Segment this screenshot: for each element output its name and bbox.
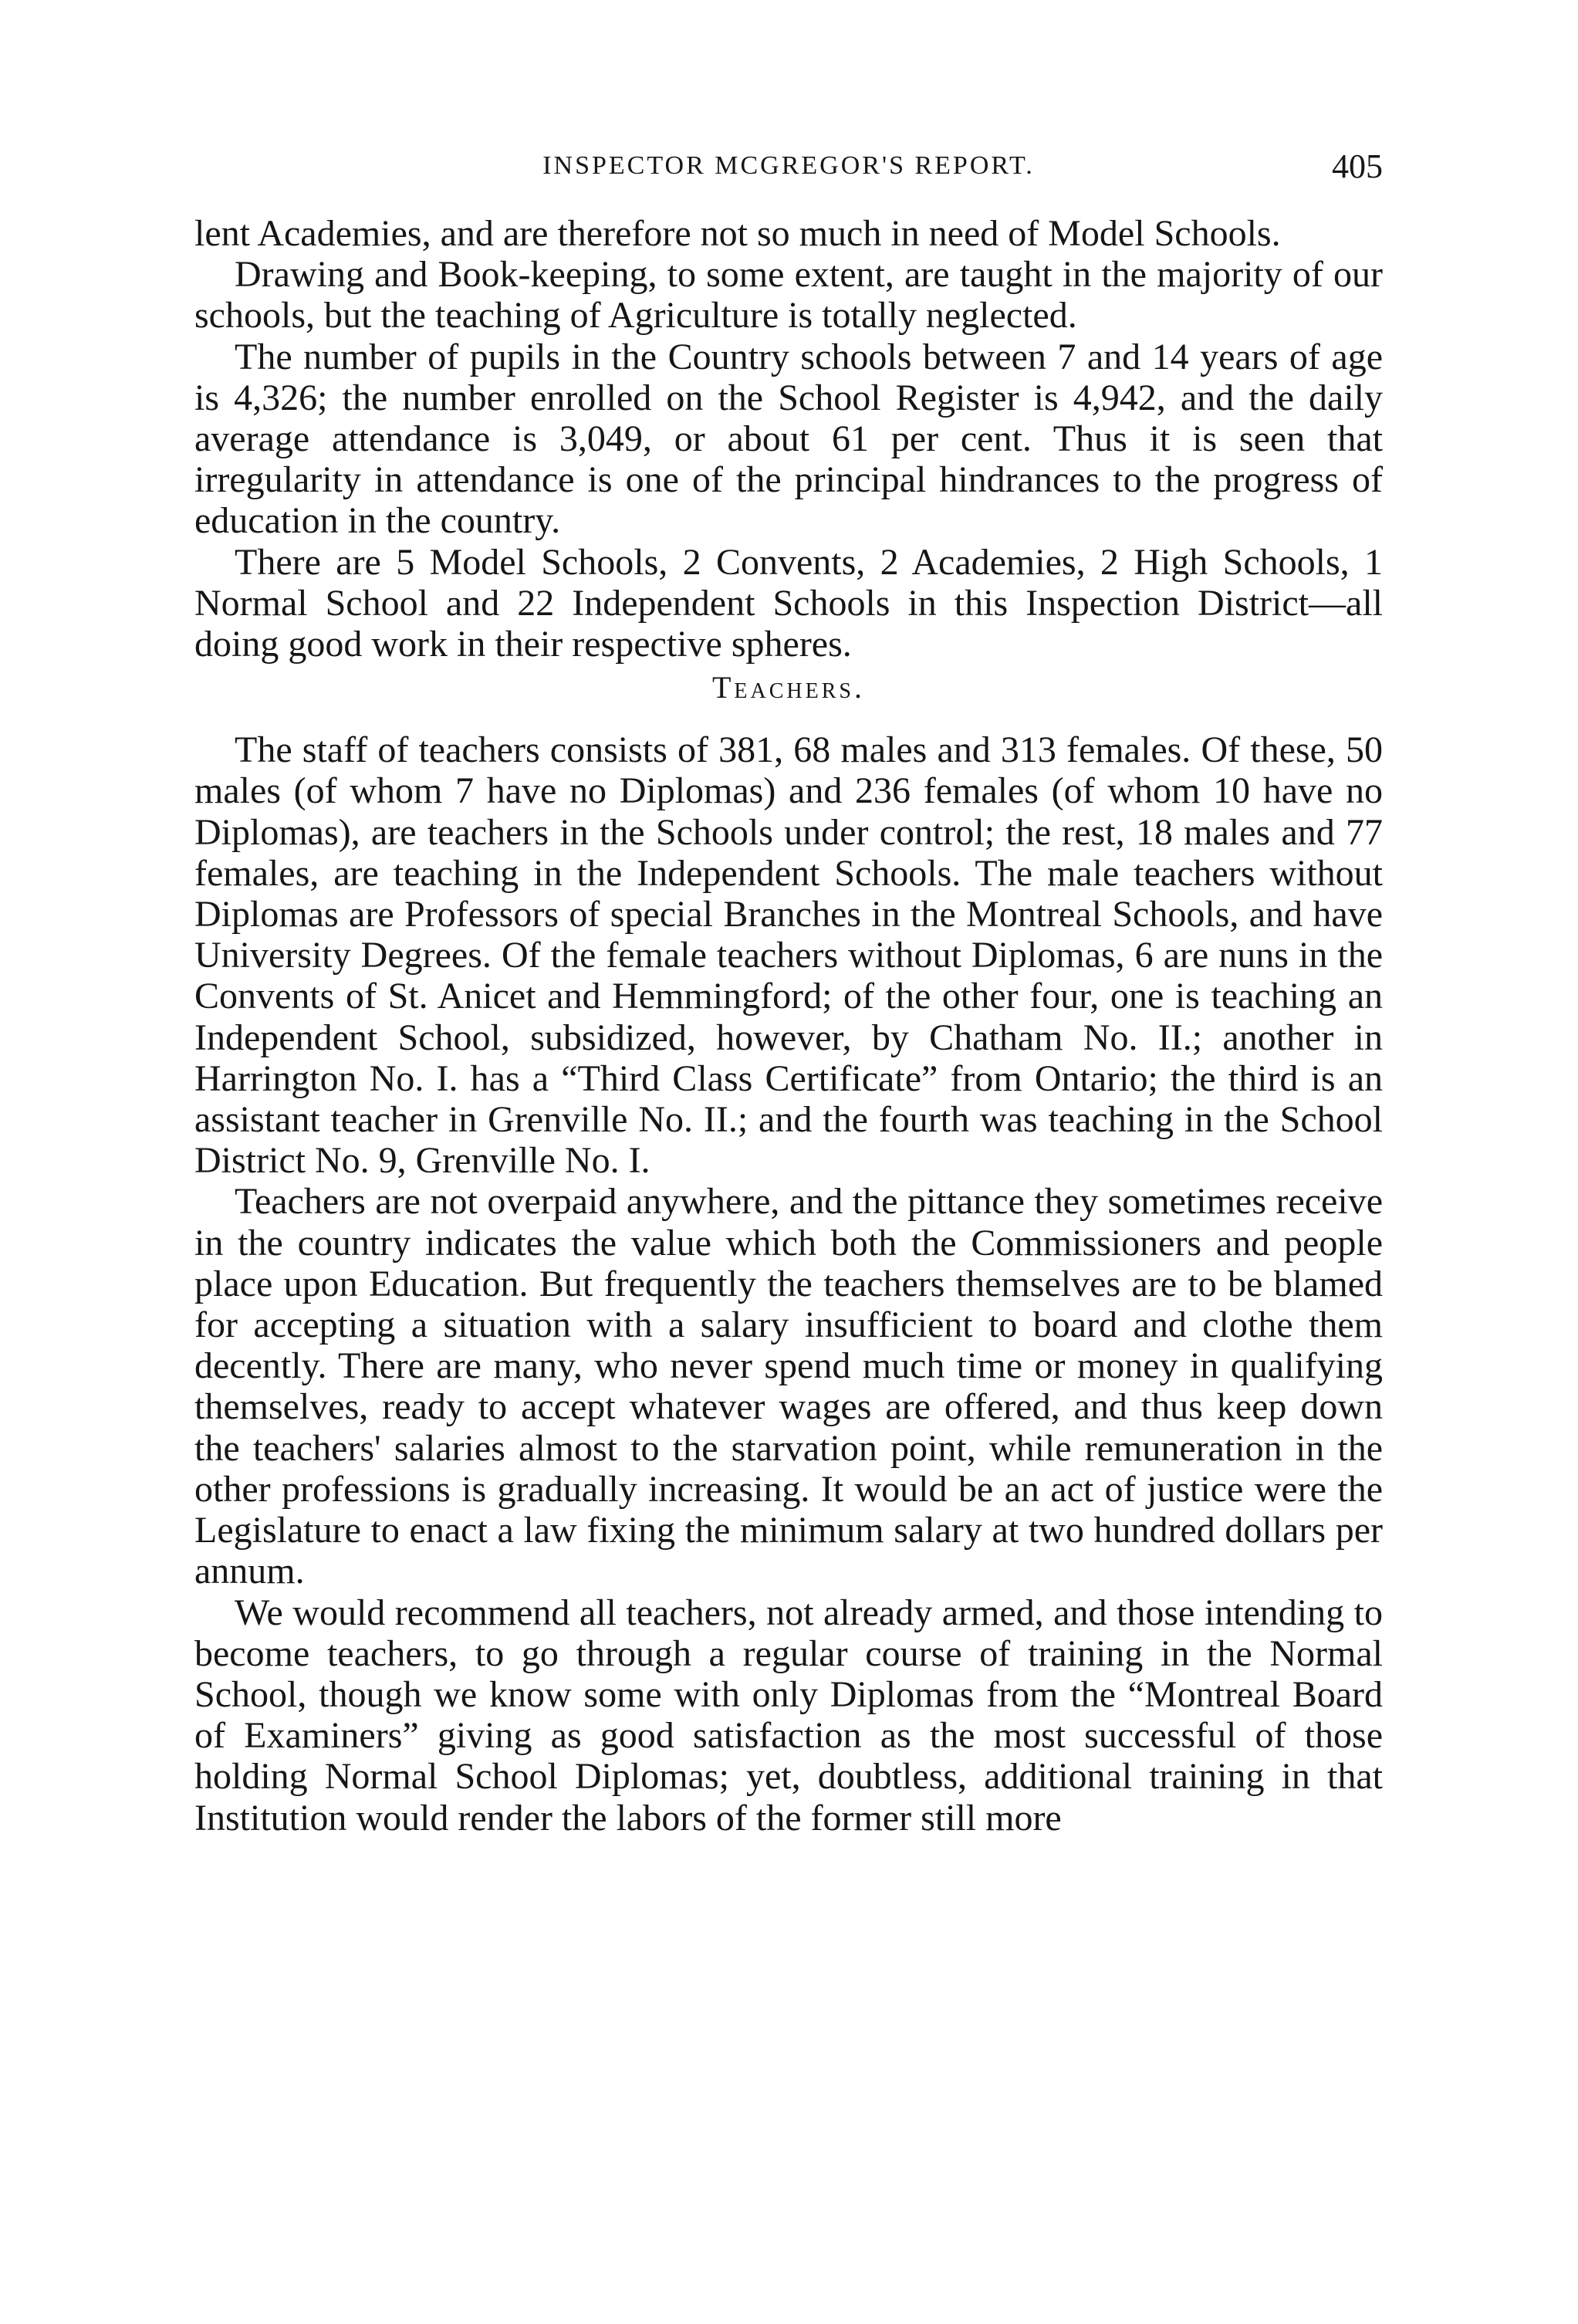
section-heading-teachers: Teachers. <box>711 670 865 705</box>
paragraph-academies-continuation: lent Academies, and are therefore not so much in need of Model Schools. <box>194 213 1281 254</box>
paragraph-school-counts: There are 5 Model Schools, 2 Convents, 2 Academies, 2 High Schools, 1 Normal School and 22 Independent Schools in this Inspection District—all doing good work in their respective spheres. <box>194 541 1383 665</box>
paragraph-pupil-attendance: The number of pupils in the Country schools between 7 and 14 years of age is 4,326; the number enrolled on the School Register is 4,942, and the daily average attendance is 3,049, or about 61 per cent. Thus it is seen that irregularity in attendance is one of the principal hindrances to the progress of education in the country. <box>194 336 1383 542</box>
paragraph-drawing-bookkeeping: Drawing and Book-keeping, to some extent, are taught in the majority of our schools, but the teaching of Agriculture is totally neglected. <box>194 254 1383 337</box>
paragraph-normal-school-training: We would recommend all teachers, not already armed, and those intending to become teachers, to go through a regular course of training in the Normal School, though we know some with only Diplomas from the “Montreal Board of Examiners” giving as good satisfaction as the most successful of those holding Normal School Diplomas; yet, doubtless, additional training in that Institution would render the labors of the former still more <box>194 1592 1383 1839</box>
paragraph-teacher-salaries: Teachers are not overpaid anywhere, and the pittance they sometimes receive in the country indicates the value which both the Commissioners and people place upon Education. But frequently the teachers themselves are to be blamed for accepting a situation with a salary insufficient to board and clothe them decently. There are many, who never spend much time or money in qualifying themselves, ready to accept whatever wages are offered, and thus keep down the teachers' salaries almost to the starvation point, while remuneration in the other professions is gradually increasing. It would be an act of justice were the Legislature to enact a law fixing the minimum salary at two hundred dollars per annum. <box>194 1181 1383 1592</box>
page-header <box>194 147 1383 198</box>
page-number: 405 <box>1332 147 1383 185</box>
running-head: INSPECTOR MCGREGOR'S REPORT. <box>542 151 1035 180</box>
body-text <box>194 213 1383 1839</box>
paragraph-teacher-staff: The staff of teachers consists of 381, 68 males and 313 females. Of these, 50 males (of whom 7 have no Diplomas) and 236 females (of whom 10 have no Diplomas), are teachers in the Schools under control; the rest, 18 males and 77 females, are teaching in the Independent Schools. The male teachers without Diplomas are Professors of special Branches in the Montreal Schools, and have University Degrees. Of the female teachers without Diplomas, 6 are nuns in the Convents of St. Anicet and Hemmingford; of the other four, one is teaching an Independent School, subsidized, however, by Chatham No. II.; another in Harrington No. I. has a “Third Class Certificate” from Ontario; the third is an assistant teacher in Grenville No. II.; and the fourth was teaching in the School District No. 9, Grenville No. I. <box>194 729 1383 1182</box>
